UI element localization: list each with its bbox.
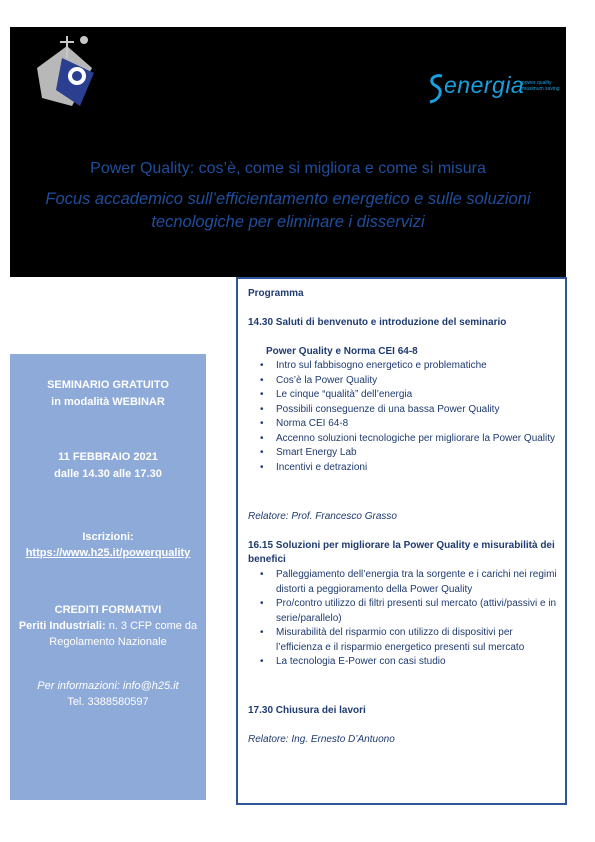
- list-item: • Misurabilità del risparmio con utilizzo di dispositivi per l’efficienza e il risparmio energetico presenti sul mercato: [238, 626, 558, 655]
- credits-detail: [10, 620, 206, 632]
- geometri-logo: [22, 28, 122, 128]
- session-2-title: 16.15 Soluzioni per migliorare la Power Quality e misurabilità dei benefici: [248, 540, 555, 565]
- credits-who: Periti Industriali:: [18, 620, 106, 632]
- seminar-label: SEMINARIO GRATUITO: [47, 379, 169, 391]
- event-info-panel: [10, 354, 206, 800]
- credits-title: CREDITI FORMATIVI: [54, 604, 162, 616]
- credits-text: n. 3 CFP come da: [105, 620, 198, 632]
- session-3-title: 17.30 Chiusura dei lavori: [248, 705, 366, 716]
- energia-tagline: power quality · maximum saving: [522, 80, 560, 92]
- list-item: • Cos’è la Power Quality: [238, 374, 558, 389]
- event-time: dalle 14.30 alle 17.30: [54, 468, 162, 480]
- list-item: • Accenno soluzioni tecnologiche per migliorare la Power Quality: [238, 432, 558, 447]
- signup-label: Iscrizioni:: [82, 531, 134, 543]
- session-1-speaker: Relatore: Prof. Francesco Grasso: [248, 511, 397, 522]
- list-item: • Pro/contro utilizzo di filtri presenti sul mercato (attivi/passivi e in serie/parallelo): [238, 597, 558, 626]
- session-1-title: 14.30 Saluti di benvenuto e introduzione del seminario: [248, 317, 507, 328]
- energia-wordmark: energia: [444, 72, 525, 98]
- session-1-subtitle: Power Quality e Norma CEI 64-8: [266, 346, 418, 357]
- energia-logo: [424, 72, 574, 112]
- signup-link[interactable]: https://www.h25.it/powerquality: [25, 547, 191, 559]
- session-2-list: [238, 568, 558, 670]
- list-item: • Incentivi e detrazioni: [238, 461, 558, 476]
- mode-label: in modalità WEBINAR: [51, 396, 165, 408]
- page-title: Power Quality: cos’è, come si migliora e come si misura: [90, 160, 486, 177]
- list-item: • Le cinque “qualità” dell’energia: [238, 388, 558, 403]
- credits-regulation: Regolamento Nazionale: [49, 636, 167, 648]
- list-item: • Smart Energy Lab: [238, 446, 558, 461]
- program-heading: Programma: [248, 288, 304, 299]
- page-subtitle: Focus accademico sull’efficientamento energetico e sulle soluzioni tecnologiche per eliminare i disservizi: [45, 190, 531, 231]
- list-item: • Palleggiamento dell’energia tra la sorgente e i carichi nei regimi distorti a peggioramento della Power Quality: [238, 568, 558, 597]
- event-date: 11 FEBBRAIO 2021: [58, 451, 158, 463]
- list-item: • Possibili conseguenze di una bassa Power Quality: [238, 403, 558, 418]
- info-phone: Tel. 3388580597: [67, 696, 149, 708]
- list-item: • Intro sul fabbisogno energetico e problematiche: [238, 359, 558, 374]
- program-panel: [236, 277, 567, 805]
- list-item: • La tecnologia E-Power con casi studio: [238, 655, 558, 670]
- info-email: Per informazioni: info@h25.it: [37, 680, 179, 692]
- session-3-speaker: Relatore: Ing. Ernesto D’Antuono: [248, 734, 395, 745]
- list-item: • Norma CEI 64-8: [238, 417, 558, 432]
- session-1-list: [238, 359, 558, 475]
